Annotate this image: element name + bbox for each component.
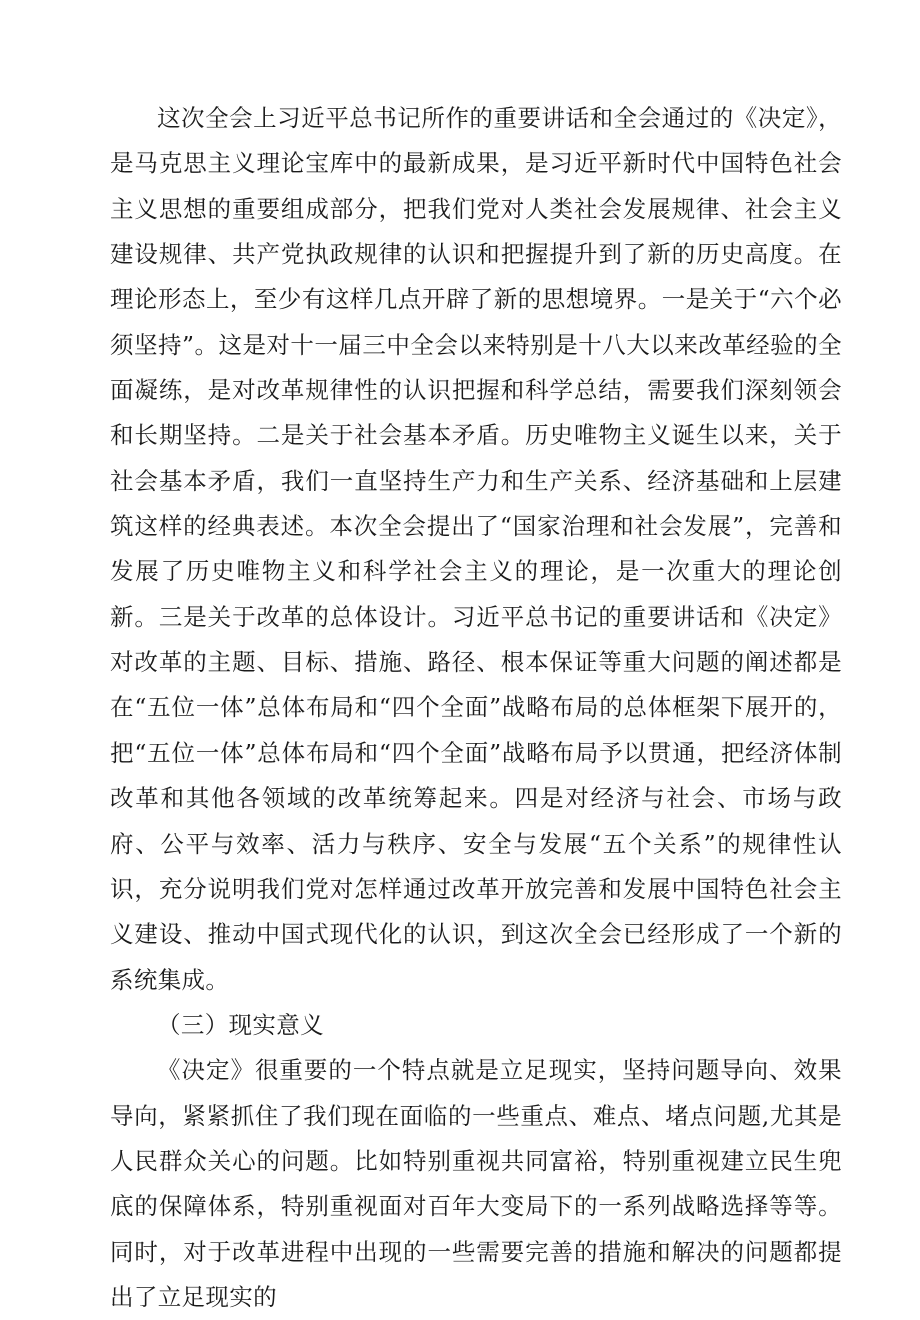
document-body: [110, 96, 842, 1320]
paragraph-theoretical-significance: 这次全会上习近平总书记所作的重要讲话和全会通过的《决定》，是马克思主义理论宝库中的最新成果，是习近平新时代中国特色社会主义思想的重要组成部分，把我们党对人类社会发展规律、社会主义建设规律、共产党执政规律的认识和把握提升到了新的历史高度。在理论形态上，至少有这样几点开辟了新的思想境界。一是关于“六个必须坚持”。这是对十一届三中全会以来特别是十八大以来改革经验的全面凝练，是对改革规律性的认识把握和科学总结，需要我们深刻领会和长期坚持。二是关于社会基本矛盾。历史唯物主义诞生以来，关于社会基本矛盾，我们一直坚持生产力和生产关系、经济基础和上层建筑这样的经典表述。本次全会提出了“国家治理和社会发展”，完善和发展了历史唯物主义和科学社会主义的理论，是一次重大的理论创新。三是关于改革的总体设计。习近平总书记的重要讲话和《决定》对改革的主题、目标、措施、路径、根本保证等重大问题的阐述都是在“五位一体”总体布局和“四个全面”战略布局的总体框架下展开的，把“五位一体”总体布局和“四个全面”战略布局予以贯通，把经济体制改革和其他各领域的改革统筹起来。四是对经济与社会、市场与政府、公平与效率、活力与秩序、安全与发展“五个关系”的规律性认识，充分说明我们党对怎样通过改革开放完善和发展中国特色社会主义建设、推动中国式现代化的认识，到这次全会已经形成了一个新的系统集成。: [110, 104, 842, 994]
section-heading-practical-significance: （三）现实意义: [157, 1010, 324, 1039]
paragraph-practical-significance: 《决定》很重要的一个特点就是立足现实，坚持问题导向、效果导向，紧紧抓住了我们现在面临的一些重点、难点、堵点问题,尤其是人民群众关心的问题。比如特别重视共同富裕，特别重视建立民生兜底的保障体系，特别重视面对百年大变局下的一系列战略选择等等。同时，对于改革进程中出现的一些需要完善的措施和解决的问题都提出了立足现实的: [110, 1056, 842, 1311]
